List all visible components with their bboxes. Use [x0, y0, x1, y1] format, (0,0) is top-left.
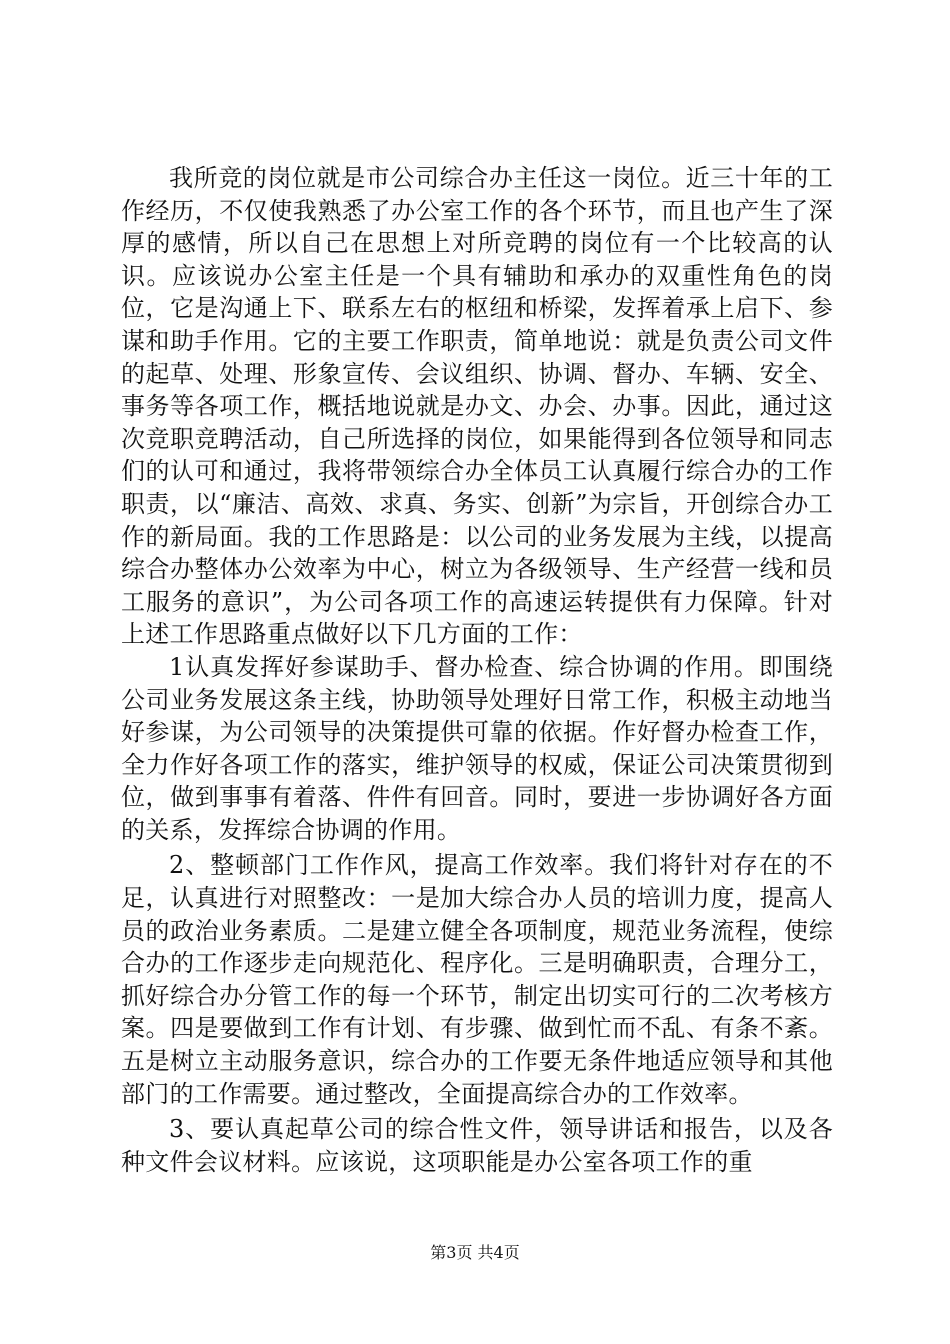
- paragraph-item-3: 3、要认真起草公司的综合性文件，领导讲话和报告，以及各种文件会议材料。应该说，这项职能是办公室各项工作的重: [121, 1115, 833, 1176]
- document-body: [121, 162, 833, 1178]
- paragraph-item-2: 2、整顿部门工作作风，提高工作效率。我们将针对存在的不足，认真进行对照整改：一是加大综合办人员的培训力度，提高人员的政治业务素质。二是建立健全各项制度，规范业务流程，使综合办的工作逐步走向规范化、程序化。三是明确职责，合理分工，抓好综合办分管工作的每一个环节，制定出切实可行的二次考核方案。四是要做到工作有计划、有步骤、做到忙而不乱、有条不紊。五是树立主动服务意识，综合办的工作要无条件地适应领导和其他部门的工作需要。通过整改，全面提高综合办的工作效率。: [121, 851, 833, 1108]
- paragraph-item-1: 1认真发挥好参谋助手、督办检查、综合协调的作用。即围绕公司业务发展这条主线，协助领导处理好日常工作，积极主动地当好参谋，为公司领导的决策提供可靠的依据。作好督办检查工作，全力作好各项工作的落实，维护领导的权威，保证公司决策贯彻到位，做到事事有着落、件件有回音。同时，要进一步协调好各方面的关系，发挥综合协调的作用。: [121, 652, 833, 844]
- page-footer: 第3页 共4页: [430, 1243, 520, 1262]
- paragraph-intro: 我所竞的岗位就是市公司综合办主任这一岗位。近三十年的工作经历，不仅使我熟悉了办公室工作的各个环节，而且也产生了深厚的感情，所以自己在思想上对所竞聘的岗位有一个比较高的认识。应该说办公室主任是一个具有辅助和承办的双重性角色的岗位，它是沟通上下、联系左右的枢纽和桥梁，发挥着承上启下、参谋和助手作用。它的主要工作职责，简单地说：就是负责公司文件的起草、处理、形象宣传、会议组织、协调、督办、车辆、安全、事务等各项工作，概括地说就是办文、办会、办事。因此，通过这次竞职竞聘活动，自己所选择的岗位，如果能得到各位领导和同志们的认可和通过，我将带领综合办全体员工认真履行综合办的工作职责，以“廉洁、高效、求真、务实、创新”为宗旨，开创综合办工作的新局面。我的工作思路是：以公司的业务发展为主线，以提高综合办整体办公效率为中心，树立为各级领导、生产经营一线和员工服务的意识”，为公司各项工作的高速运转提供有力保障。针对上述工作思路重点做好以下几方面的工作：: [121, 164, 833, 649]
